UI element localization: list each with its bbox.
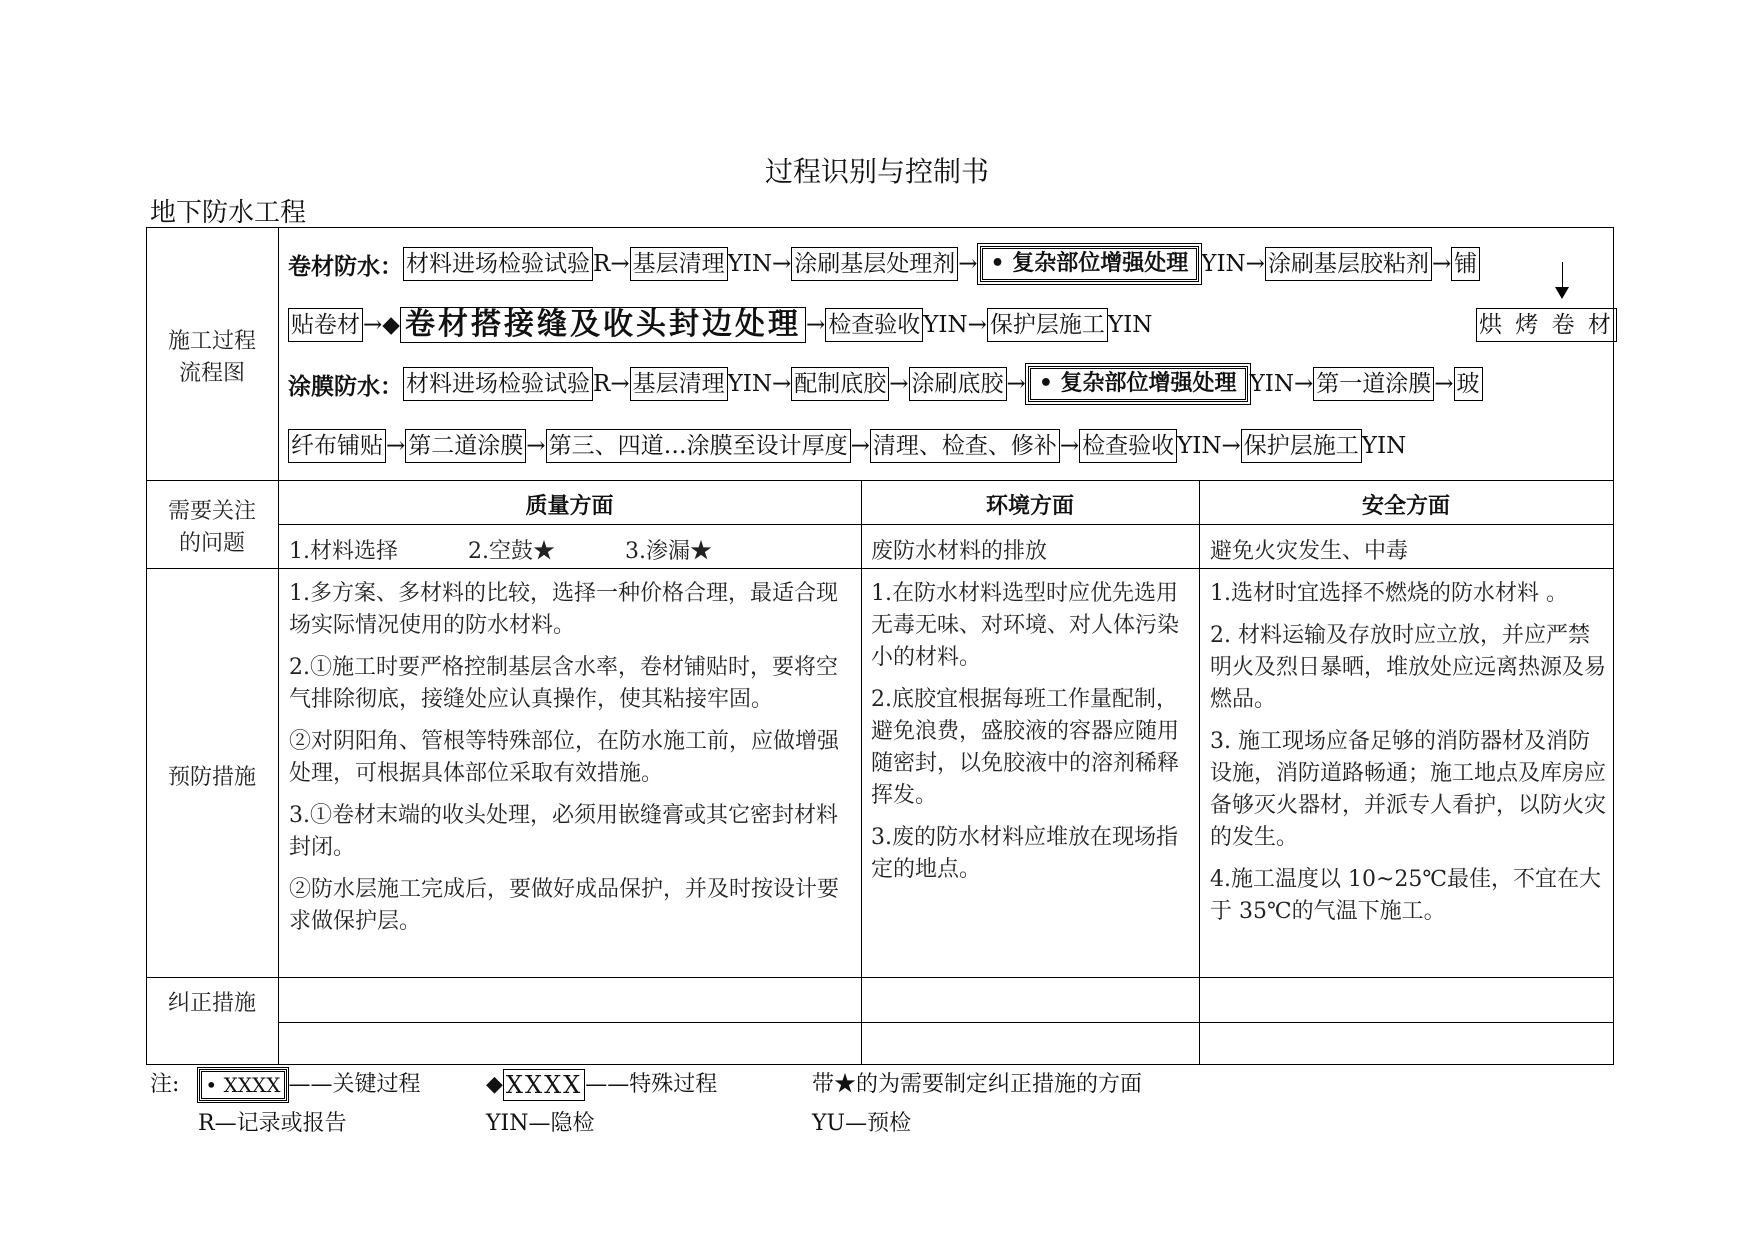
flow-arrow: R→ [593,371,630,397]
flow-arrow: → [805,312,826,338]
header-quality: 质量方面 [525,494,614,519]
flow-step: 涂刷基层胶粘剂 [1265,247,1432,281]
row-divider [278,524,1613,525]
flow-arrow: →◆ [363,312,400,338]
legend-star: 带★的为需要制定纠正措施的方面 [812,1072,1143,1097]
header-safety: 安全方面 [1361,494,1450,519]
flow-step: 配制底胶 [791,367,889,401]
flow-label-juancai: 卷材防水： [288,253,403,280]
flow-down-arrow-icon [1555,287,1569,299]
issue-item: 1.材料选择 [289,539,398,564]
legend-yin: YIN—隐检 [486,1111,595,1136]
special-process-box: XXXX [503,1069,585,1101]
flow-step: 贴卷材 [288,308,363,342]
flow-arrow: → [958,251,978,277]
row-divider [278,1022,1613,1023]
flow-arrow: → [1431,251,1452,277]
flow-step: 基层清理 [630,247,728,281]
flow-line-juancai-2-right [1476,305,1617,345]
prevention-paragraph: 2. 材料运输及存放时应立放，并应严禁明火及烈日暴晒，堆放处应远离热源及易燃品。 [1210,623,1607,712]
flow-arrow: YIN [1361,433,1407,459]
row-divider [147,977,1613,978]
prevention-quality [289,578,844,948]
prevention-paragraph: 2.底胶宜根据每班工作量配制，避免浪费，盛胶液的容器应随用随密封，以免胶液中的溶剂稀释挥发。 [871,687,1180,808]
flow-arrow: → [889,371,909,397]
legend-r: R—记录或报告 [198,1111,347,1136]
flow-arrow: YIN→ [727,371,792,397]
prevention-paragraph: 1.选材时宜选择不燃烧的防水材料 。 [1210,581,1568,606]
flow-line-tumo-1 [288,364,1483,404]
flow-arrow: YIN→ [1249,371,1314,397]
flow-special-step: 卷材搭接缝及收头封边处理 [400,307,806,343]
key-process-box: • XXXX [199,1069,286,1101]
flow-line-juancai-2 [288,305,1152,345]
flow-step: 清理、检查、修补 [870,429,1060,463]
page-title: 过程识别与控制书 [764,155,989,188]
header-environment: 环境方面 [985,494,1074,519]
prevention-paragraph: 3.①卷材末端的收头处理，必须用嵌缝膏或其它密封材料封闭。 [289,803,838,860]
flow-step: 玻 [1454,367,1483,401]
flow-key-step: • 复杂部位增强处理 [1028,366,1248,402]
special-process-desc: ——特殊过程 [585,1072,718,1097]
flow-step: 基层清理 [630,367,728,401]
flow-label-tumo: 涂膜防水： [288,373,403,400]
flow-step: 烘 烤 卷 材 [1476,308,1617,342]
issue-item: 2.空鼓★ [468,539,555,564]
flow-step: 纤布铺贴 [288,429,386,463]
flow-step: 保护层施工 [987,308,1108,342]
prevention-paragraph: 3.废的防水材料应堆放在现场指定的地点。 [871,825,1178,882]
flow-arrow: YIN→ [1201,251,1265,277]
legend-key-process [150,1069,421,1101]
row-label-flow: 施工过程流程图 [167,329,256,386]
flow-line-tumo-2 [288,426,1406,466]
flow-arrow: → [1006,371,1026,397]
flow-line-juancai-1 [288,244,1480,284]
issues-safety: 避免火灾发生、中毒 [1210,539,1409,564]
prevention-safety [1210,578,1606,938]
legend-special-process [486,1069,717,1101]
prevention-paragraph: 1.在防水材料选型时应优先选用无毒无味、对环境、对人体污染小的材料。 [871,581,1180,670]
prevention-paragraph: ②防水层施工完成后，要做好成品保护，并及时按设计要求做保护层。 [289,877,840,934]
flow-arrow: YIN→ [923,312,987,338]
flow-arrow: YIN→ [727,251,792,277]
flow-step: 第一道涂膜 [1313,367,1434,401]
label-column-divider [278,228,279,1064]
issue-item: 3.渗漏★ [625,539,712,564]
project-subtitle: 地下防水工程 [150,198,307,228]
flow-step: 第二道涂膜 [405,429,526,463]
flow-step: 材料进场检验试验 [403,367,593,401]
flow-arrow: R→ [593,251,630,277]
prevention-paragraph: 2.①施工时要严格控制基层含水率，卷材铺贴时，要将空气排除彻底，接缝处应认真操作，使其粘接牢固。 [289,655,838,712]
row-divider [147,480,1613,481]
flow-step: 第三、四道…涂膜至设计厚度 [546,429,851,463]
flow-arrow: → [386,433,406,459]
row-label-prevention: 预防措施 [167,765,256,790]
prevention-environment [871,578,1191,896]
row-label-correction: 纠正措施 [167,991,256,1016]
flow-arrow: → [850,433,870,459]
prevention-paragraph: 4.施工温度以 10~25℃最佳，不宜在大于 35℃的气温下施工。 [1210,867,1602,924]
flow-arrow: YIN [1107,312,1153,338]
flow-step: 涂刷底胶 [909,367,1007,401]
row-label-issues: 需要关注的问题 [167,499,256,556]
prevention-paragraph: 1.多方案、多材料的比较，选择一种价格合理，最适合现场实际情况使用的防水材料。 [289,581,838,638]
issues-environment: 废防水材料的排放 [871,539,1048,564]
flow-step: 涂刷基层处理剂 [791,247,958,281]
flow-step: 检查验收 [1079,429,1177,463]
flow-arrow: YIN→ [1177,433,1241,459]
flow-step: 保护层施工 [1241,429,1362,463]
flow-step: 铺 [1451,247,1480,281]
prevention-paragraph: 3. 施工现场应备足够的消防器材及消防设施，消防道路畅通；施工地点及库房应备够灭火器材，并派专人看护，以防火灾的发生。 [1210,729,1607,850]
issues-quality [289,536,849,568]
notes-prefix: 注: [150,1072,180,1097]
key-process-desc: ——关键过程 [288,1072,421,1097]
flow-step: 检查验收 [825,308,923,342]
legend-yu: YU—预检 [812,1111,912,1136]
flow-step: 材料进场检验试验 [403,247,593,281]
flow-arrow: → [526,433,546,459]
special-diamond-icon: ◆ [486,1072,503,1097]
flow-key-step: • 复杂部位增强处理 [980,246,1200,282]
flow-arrow: → [1059,433,1080,459]
prevention-paragraph: ②对阴阳角、管根等特殊部位，在防水施工前，应做增强处理，可根据具体部位采取有效措施。 [289,729,840,786]
flow-arrow: → [1434,371,1454,397]
row-divider [147,568,1613,569]
